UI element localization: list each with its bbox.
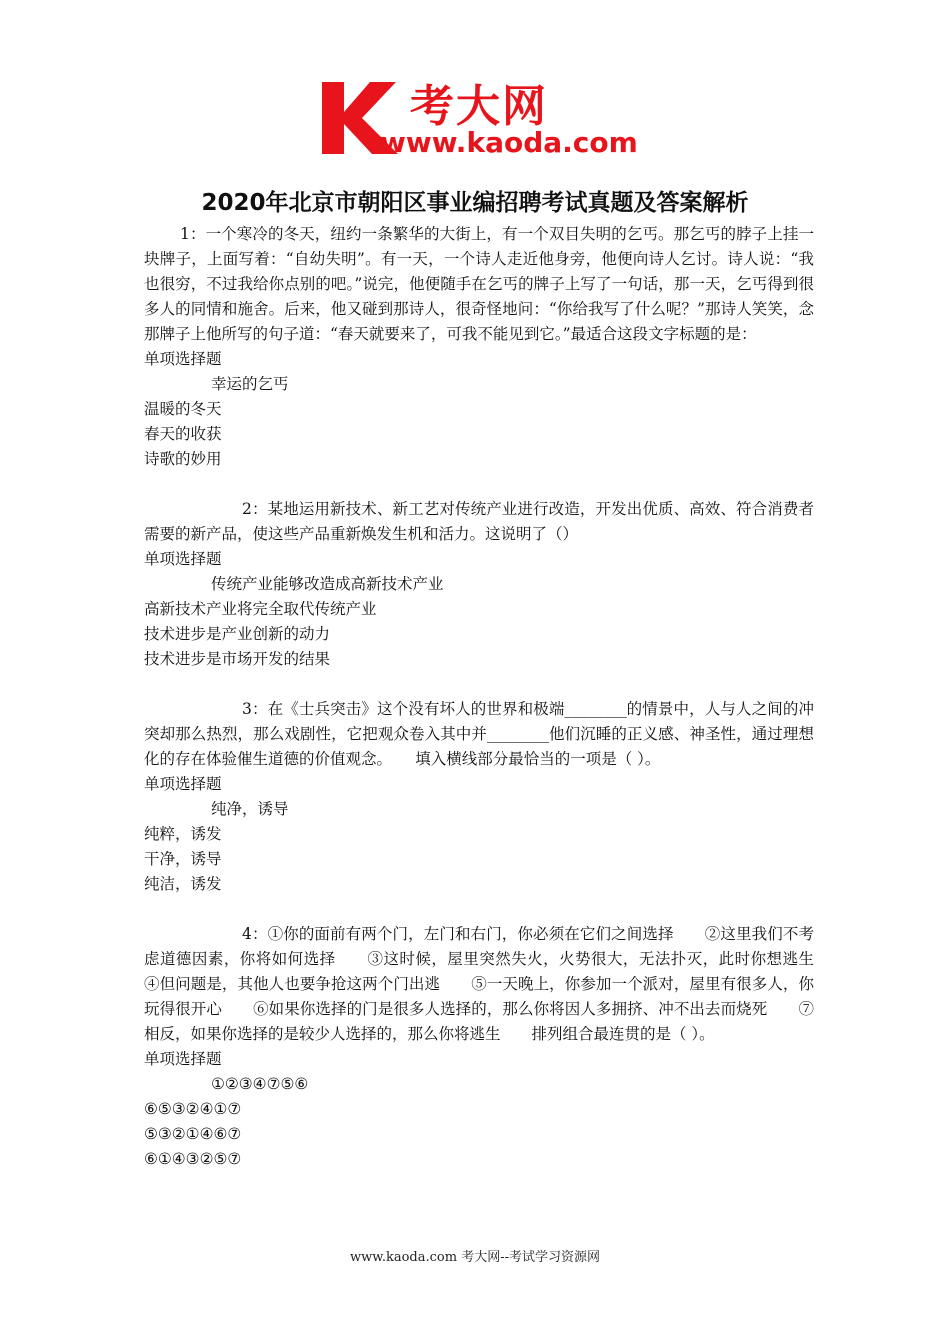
page-footer: www.kaoda.com 考大网--考试学习资源网 (350, 1250, 600, 1265)
question-type: 单项选择题 (144, 775, 222, 793)
kaoda-logo (318, 76, 648, 160)
option-c: ⑤③②①④⑥⑦ (144, 1125, 242, 1143)
question-type: 单项选择题 (144, 1050, 222, 1068)
logo-chinese-text: 考大网 (410, 81, 548, 132)
option-b: 纯粹，诱发 (144, 825, 222, 843)
question-text: 3：在《士兵突击》这个没有坏人的世界和极端________的情景中，人与人之间的冲突却那么热烈，那么戏剧性，它把观众卷入其中并________他们沉睡的正义感、神圣性，通过理想化的存在体验催生道德的价值观念。 填入横线部分最恰当的一项是（ ）。 (144, 700, 814, 768)
option-b: 高新技术产业将完全取代传统产业 (144, 600, 377, 618)
option-a: 传统产业能够改造成高新技术产业 (211, 575, 444, 593)
option-b: 温暖的冬天 (144, 400, 222, 418)
option-a: 纯净，诱导 (211, 800, 289, 818)
question-type: 单项选择题 (144, 350, 222, 368)
document-body (144, 222, 846, 1172)
option-d: ⑥①④③②⑤⑦ (144, 1150, 242, 1168)
option-c: 春天的收获 (144, 425, 222, 443)
question-block (144, 222, 814, 472)
option-d: 诗歌的妙用 (144, 450, 222, 468)
option-b: ⑥⑤③②④①⑦ (144, 1100, 242, 1118)
option-a: 幸运的乞丐 (211, 375, 289, 393)
question-text: 2：某地运用新技术、新工艺对传统产业进行改造，开发出优质、高效、符合消费者需要的新产品，使这些产品重新焕发生机和活力。这说明了（） (144, 500, 814, 543)
question-text: 4：①你的面前有两个门，左门和右门，你必须在它们之间选择 ②这里我们不考虑道德因素，你将如何选择 ③这时候，屋里突然失火，火势很大，无法扑灭，此时你想逃生 ④但问题是，其他人也要争抢这两个门出逃 ⑤一天晚上，你参加一个派对，屋里有很多人，你玩得很开心 ⑥如果你选择的门是很多人选择的，那么你将因人多拥挤、冲不出去而烧死 ⑦相反，如果你选择的是较少人选择的，那么你将逃生 排列组合最连贯的是（ ）。 (144, 925, 846, 1043)
option-a: ①②③④⑦⑤⑥ (211, 1075, 309, 1093)
option-c: 干净，诱导 (144, 850, 222, 868)
question-block (144, 497, 814, 672)
logo-url-text: www.kaoda.com (380, 126, 638, 159)
option-d: 纯洁，诱发 (144, 875, 222, 893)
option-c: 技术进步是产业创新的动力 (144, 625, 331, 643)
question-type: 单项选择题 (144, 550, 222, 568)
option-d: 技术进步是市场开发的结果 (144, 650, 331, 668)
question-block (144, 697, 814, 897)
question-block (144, 922, 846, 1172)
question-text: 1：一个寒冷的冬天，纽约一条繁华的大街上，有一个双目失明的乞丐。那乞丐的脖子上挂一块牌子，上面写着：“自幼失明”。有一天，一个诗人走近他身旁，他便向诗人乞讨。诗人说：“我也很穷，不过我给你点别的吧。”说完，他便随手在乞丐的牌子上写了一句话，那一天，乞丐得到很多人的同情和施舍。后来，他又碰到那诗人，很奇怪地问：“你给我写了什么呢？”那诗人笑笑，念那牌子上他所写的句子道：“春天就要来了，可我不能见到它。”最适合这段文字标题的是： (144, 225, 814, 343)
page-title: 2020年北京市朝阳区事业编招聘考试真题及答案解析 (201, 190, 749, 216)
